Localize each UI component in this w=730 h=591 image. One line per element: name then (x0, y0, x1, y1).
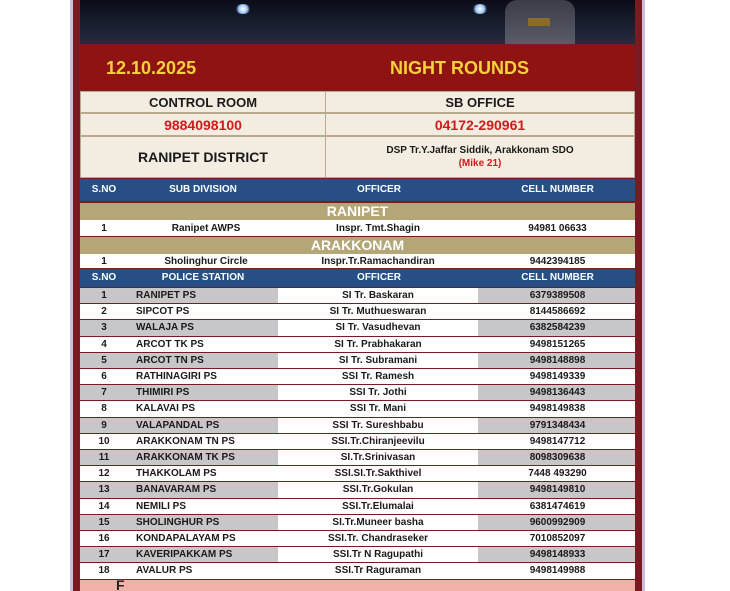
table-row (80, 320, 635, 335)
control-room-label: CONTROL ROOM (148, 94, 258, 110)
cell-sno: 18 (98, 565, 110, 577)
cell-officer: SSI.Tr.Elumalai (278, 499, 478, 514)
table-row (80, 563, 635, 578)
cell-cell: 9498149988 (529, 565, 586, 577)
title-bar (80, 46, 635, 90)
dsp-callsign: (Mike 21) (458, 158, 502, 169)
cell-station: AVALUR PS (136, 565, 193, 577)
cell-station: KAVERIPAKKAM PS (136, 549, 233, 561)
table-row (80, 288, 635, 303)
cell-officer: SI.Tr.Srinivasan (278, 450, 478, 465)
cell-station: NEMILI PS (136, 500, 187, 512)
contact-labels-row (80, 91, 635, 113)
cell-officer: SSI Tr. Mani (278, 401, 478, 416)
cell-officer: SSI.Tr Raguraman (278, 563, 478, 578)
cell-sno: 6 (101, 371, 107, 383)
headlight-left (235, 4, 251, 14)
cell-officer: SI Tr. Baskaran (278, 288, 478, 303)
table-row (80, 434, 635, 449)
table-row (80, 401, 635, 416)
page-title: NIGHT ROUNDS (390, 58, 529, 78)
cell-officer: SI Tr. Subramani (278, 353, 478, 368)
cell-station: THAKKOLAM PS (136, 468, 217, 480)
column-header-cell: CELL NUMBER (521, 272, 594, 283)
contact-numbers-row (80, 113, 635, 136)
cell-station: WALAJA PS (136, 322, 194, 334)
footer-strip (80, 577, 635, 591)
cell-station: RATHINAGIRI PS (136, 371, 217, 383)
cell-cell: 7448 493290 (528, 468, 587, 480)
cell-officer: SSI.Tr. Chandraseker (278, 531, 478, 546)
cell-sno: 17 (98, 549, 110, 561)
station-table-header (80, 269, 635, 287)
cell-sno: 14 (98, 500, 110, 512)
cell-cell: 9498148933 (529, 549, 586, 561)
cell-officer: SSI.Tr N Ragupathi (278, 547, 478, 562)
cell-cell: 6379389508 (529, 290, 586, 302)
cell-cell: 7010852097 (529, 533, 586, 545)
cell-station: SIPCOT PS (136, 306, 190, 318)
cell-cell: 9498148898 (529, 354, 586, 366)
cell-cell: 9498149339 (529, 371, 586, 383)
control-room-number: 9884098100 (164, 116, 242, 133)
table-row (80, 418, 635, 433)
footer-text: F (116, 577, 125, 591)
cell-cell: 9600992909 (529, 516, 586, 528)
cell-sno: 3 (101, 322, 107, 334)
table-row (80, 337, 635, 352)
cell-station: ARAKKONAM TK PS (136, 452, 235, 464)
cell-station: ARAKKONAM TN PS (136, 435, 235, 447)
cell-officer: SI Tr. Muthueswaran (278, 304, 478, 319)
sb-office-label: SB OFFICE (445, 94, 515, 110)
sb-office-number: 04172-290961 (434, 116, 526, 133)
date-label: 12.10.2025 (106, 58, 197, 78)
cell-sno: 13 (98, 484, 110, 496)
cell-sno: 15 (98, 516, 110, 528)
cell-sno: 1 (101, 290, 107, 302)
cell-station: VALAPANDAL PS (136, 419, 220, 431)
cell-station: KONDAPALAYAM PS (136, 533, 236, 545)
cell-sno: 2 (101, 306, 107, 318)
table-row (80, 547, 635, 562)
cell-officer: SSI Tr. Ramesh (278, 369, 478, 384)
table-row (80, 466, 635, 481)
table-row (80, 385, 635, 400)
district-row (80, 136, 635, 178)
cell-cell: 6381474619 (529, 500, 586, 512)
cell-station: ARCOT TK PS (136, 338, 204, 350)
cell-sno: 10 (98, 435, 110, 447)
cell-cell: 9498147712 (529, 435, 586, 447)
division-table-header (80, 179, 635, 201)
cell-officer: SI Tr. Vasudhevan (278, 320, 478, 335)
cell-officer: SSI.SI.Tr.Sakthivel (278, 466, 478, 481)
cell-cell: 9498151265 (529, 338, 586, 350)
cell-officer: SI Tr. Prabhakaran (278, 337, 478, 352)
headlight-right (472, 4, 488, 14)
cell-station: RANIPET PS (136, 290, 197, 302)
column-header-cell: CELL NUMBER (521, 184, 594, 195)
table-row (80, 482, 635, 497)
table-row (80, 499, 635, 514)
cell-station: KALAVAI PS (136, 403, 196, 415)
cell-officer: SSI.Tr.Gokulan (278, 482, 478, 497)
column-header-officer: OFFICER (357, 184, 401, 195)
cell-cell: 6382584239 (529, 322, 586, 334)
cell-sno: 8 (101, 403, 107, 415)
cell-station: SHOLINGHUR PS (136, 516, 220, 528)
cell-sno: 11 (98, 452, 110, 464)
cell-cell: 8098309638 (529, 452, 586, 464)
dsp-name: DSP Tr.Y.Jaffar Siddik, Arakkonam SDO (386, 145, 574, 156)
table-row (80, 369, 635, 384)
cell-station: THIMIRI PS (136, 387, 190, 399)
column-header-station: POLICE STATION (161, 272, 245, 283)
cell-sno: 5 (101, 354, 107, 366)
table-row: 1 Ranipet AWPS Inspr. Tmt.Shagin 94981 06633 (80, 220, 635, 236)
cell-cell: 8144586692 (529, 306, 586, 318)
cell-sno: 7 (101, 387, 107, 399)
cell-sno: 9 (101, 419, 107, 431)
section-ranipet: RANIPET (80, 203, 635, 220)
table-row (80, 304, 635, 319)
officer-badge (528, 18, 550, 26)
cell-cell: 9498149838 (529, 403, 586, 415)
cell-station: ARCOT TN PS (136, 354, 204, 366)
cell-cell: 9498149810 (529, 484, 586, 496)
cell-officer: SI.Tr.Muneer basha (278, 515, 478, 530)
district-name: RANIPET DISTRICT (138, 149, 268, 165)
table-row (80, 531, 635, 546)
cell-officer: SSI Tr. Sureshbabu (278, 418, 478, 433)
cell-sno: 4 (101, 338, 107, 350)
cell-cell: 9791348434 (529, 419, 586, 431)
column-header-subdivision: SUB DIVISION (169, 184, 237, 195)
column-header-sno: S.NO (91, 272, 117, 283)
banner-image (80, 0, 635, 44)
table-row: 1 Sholinghur Circle Inspr.Tr.Ramachandiran 9442394185 (80, 254, 635, 268)
column-header-officer: OFFICER (357, 272, 401, 283)
table-row (80, 353, 635, 368)
table-row (80, 515, 635, 530)
cell-officer: SSI.Tr.Chiranjeevilu (278, 434, 478, 449)
section-arakkonam: ARAKKONAM (80, 237, 635, 254)
cell-sno: 12 (98, 468, 110, 480)
cell-cell: 9498136443 (529, 387, 586, 399)
column-header-sno: S.NO (91, 184, 117, 195)
cell-officer: SSI Tr. Jothi (278, 385, 478, 400)
cell-sno: 16 (98, 533, 110, 545)
table-row (80, 450, 635, 465)
cell-station: BANAVARAM PS (136, 484, 217, 496)
